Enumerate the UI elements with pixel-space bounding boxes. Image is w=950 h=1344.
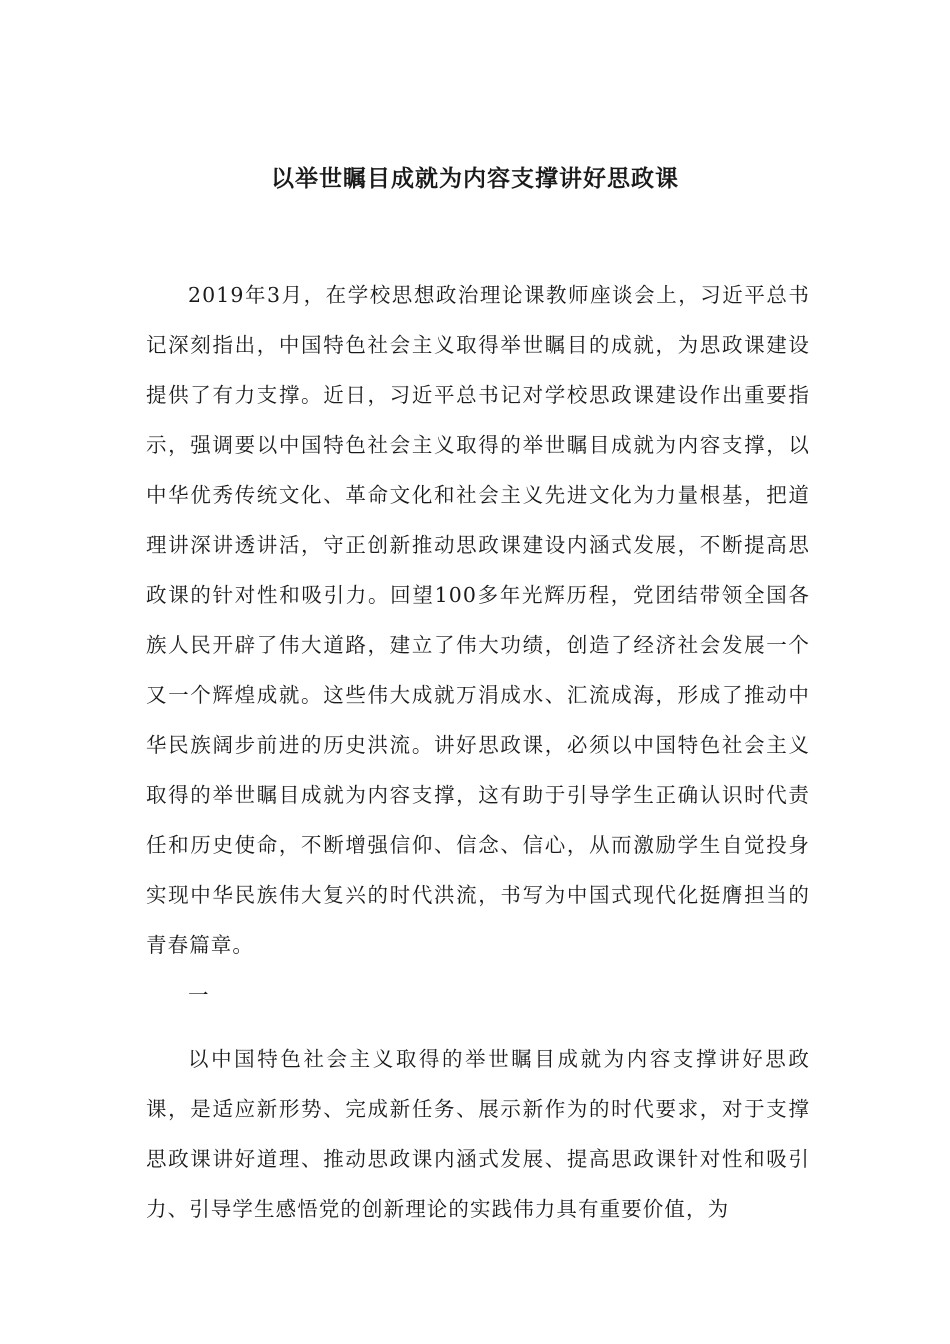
document-body <box>146 270 810 1234</box>
section-marker: 一 <box>188 983 209 1007</box>
document-title: 以举世瞩目成就为内容支撑讲好思政课 <box>271 165 679 192</box>
section-paragraph-1: 以中国特色社会主义取得的举世瞩目成就为内容支撑讲好思政课，是适应新形势、完成新任务、展示新作为的时代要求，对于支撑思政课讲好道理、推动思政课内涵式发展、提高思政课针对性和吸引力、引导学生感悟党的创新理论的实践伟力具有重要价值，为 <box>146 1047 810 1221</box>
body-paragraph-1: 2019年3月，在学校思想政治理论课教师座谈会上，习近平总书记深刻指出，中国特色社会主义取得举世瞩目的成就，为思政课建设提供了有力支撑。近日，习近平总书记对学校思政课建设作出重要指示，强调要以中国特色社会主义取得的举世瞩目成就为内容支撑，以中华优秀传统文化、革命文化和社会主义先进文化为力量根基，把道理讲深讲透讲活，守正创新推动思政课建设内涵式发展，不断提高思政课的针对性和吸引力。回望100多年光辉历程，党团结带领全国各族人民开辟了伟大道路，建立了伟大功绩，创造了经济社会发展一个又一个辉煌成就。这些伟大成就万涓成水、汇流成海，形成了推动中华民族阔步前进的历史洪流。讲好思政课，必须以中国特色社会主义取得的举世瞩目成就为内容支撑，这有助于引导学生正确认识时代责任和历史使命，不断增强信仰、信念、信心，从而激励学生自觉投身实现中华民族伟大复兴的时代洪流，书写为中国式现代化挺膺担当的青春篇章。 <box>146 283 810 957</box>
